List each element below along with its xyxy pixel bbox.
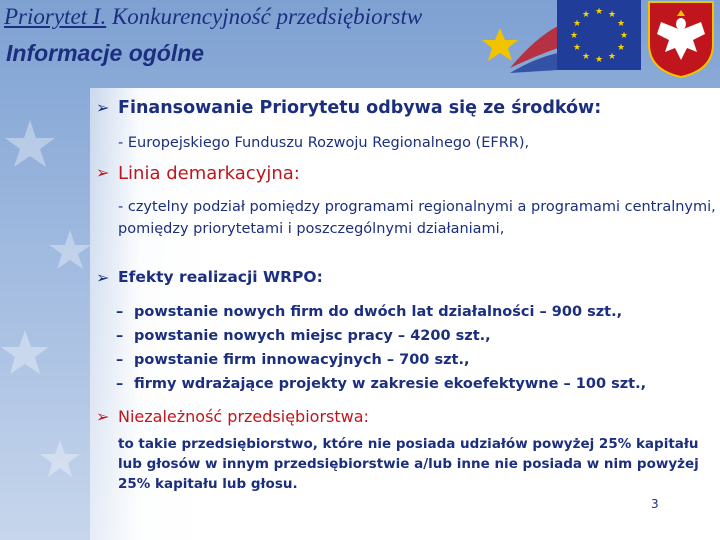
svg-text:★: ★ <box>607 52 617 62</box>
eagle-crest-icon <box>645 0 717 78</box>
bullet-demarcation <box>96 163 300 184</box>
star-logo-icon <box>480 18 560 78</box>
bullet-financing <box>96 98 601 118</box>
arrow-bullet-icon: ➢ <box>96 163 110 182</box>
arrow-bullet-icon: ➢ <box>96 407 110 426</box>
arrow-bullet-icon: ➢ <box>96 98 110 117</box>
svg-text:★: ★ <box>581 52 591 62</box>
page-subtitle: Informacje ogólne <box>6 40 205 66</box>
list-item: – powstanie nowych miejsc pracy – 4200 szt., <box>116 328 491 344</box>
svg-text:★: ★ <box>619 31 629 41</box>
list-item: – powstanie nowych firm do dwóch lat działalności – 900 szt., <box>116 304 623 320</box>
bullet-heading: Finansowanie Priorytetu odbywa się ze środków: <box>118 98 602 118</box>
svg-text:★: ★ <box>569 31 579 41</box>
svg-text:★: ★ <box>607 10 617 20</box>
header <box>0 0 720 90</box>
bullet-heading: Niezależność przedsiębiorstwa: <box>118 407 369 426</box>
svg-text:★: ★ <box>594 55 604 65</box>
effects-list <box>116 300 646 396</box>
svg-text:★: ★ <box>594 7 604 17</box>
bullet-text: - Europejskiego Funduszu Rozwoju Regionalnego (EFRR), <box>118 135 530 151</box>
arrow-bullet-icon: ➢ <box>96 268 110 287</box>
bullet-heading: Efekty realizacji WRPO: <box>118 268 323 286</box>
svg-text:★: ★ <box>616 19 626 29</box>
svg-text:★: ★ <box>572 19 582 29</box>
list-item: – powstanie firm innowacyjnych – 700 szt., <box>116 352 470 368</box>
bullet-effects <box>96 268 323 287</box>
bullet-text: - czytelny podział pomiędzy programami regionalnymi a programami centralnymi, pomiędzy priorytetami i poszczególnymi działaniami, <box>118 199 716 237</box>
svg-text:★: ★ <box>572 43 582 53</box>
bullet-text: to takie przedsiębiorstwo, które nie posiada udziałów powyżej 25% kapitału lub głosów w innym przedsiębiorstwie a/lub inne nie posiada w nim powyżej 25% kapitału lub głosu. <box>118 436 699 492</box>
bullet-heading: Linia demarkacyjna: <box>118 163 300 184</box>
svg-text:★: ★ <box>616 43 626 53</box>
list-item: – firmy wdrażające projekty w zakresie ekoefektywne – 100 szt., <box>116 376 647 392</box>
title-topic: Konkurencyjność przedsiębiorstw <box>106 4 423 29</box>
page-title <box>4 4 422 30</box>
svg-text:★: ★ <box>581 10 591 20</box>
title-priority: Priorytet I. <box>4 4 107 29</box>
page-number: 3 <box>651 497 659 511</box>
bullet-independence <box>96 407 369 426</box>
eu-flag-icon <box>557 0 641 70</box>
